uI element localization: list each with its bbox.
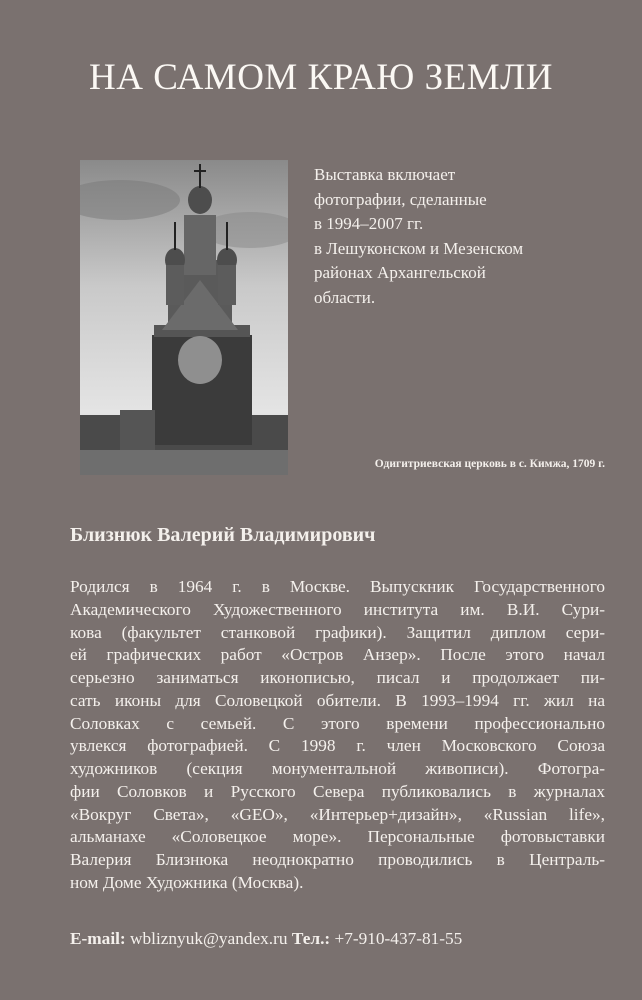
bio-line: серьезно заниматься иконописью, писал и продолжает пи- <box>70 668 605 687</box>
phone-number: +7-910-437-81-55 <box>334 929 463 948</box>
intro-line: в Лешуконском и Мезенском <box>314 238 524 258</box>
exhibition-description <box>314 163 523 310</box>
page-title: НА САМОМ КРАЮ ЗЕМЛИ <box>89 57 553 98</box>
author-biography <box>70 576 605 895</box>
bio-line: Соловках с семьей. С этого времени профессионально <box>70 713 605 733</box>
bio-line: Валерия Близнюка неоднократно проводились в Централь- <box>70 850 605 869</box>
bio-line: альманахе «Соловецкое море». Персональные фотовыставки <box>70 827 605 847</box>
bio-line: художников (секция монументальной живописи). Фотогра- <box>70 759 605 778</box>
bio-line: сать иконы для Соловецкой обители. В 1993–1994 гг. жил на <box>70 690 605 710</box>
intro-line: Выставка включает <box>314 165 456 184</box>
email-label: E-mail: <box>70 929 126 948</box>
intro-line: области. <box>314 287 376 307</box>
photo-caption: Одигитриевская церковь в с. Кимжа, 1709 г. <box>374 458 605 470</box>
contact-info <box>70 929 462 949</box>
intro-line: районах Архангельской <box>314 263 486 282</box>
bio-line: Родился в 1964 г. в Москве. Выпускник Государственного <box>70 577 605 596</box>
intro-line: в 1994–2007 гг. <box>314 214 424 233</box>
bio-line: кова (факультет станковой графики). Защитил диплом сери- <box>70 622 605 642</box>
bio-line: ей графических работ «Остров Анзер». После этого начал <box>70 645 605 665</box>
bio-line: ном Доме Художника (Москва). <box>70 872 304 892</box>
bio-line: увлекся фотографией. С 1998 г. член Московского Союза <box>70 736 605 756</box>
bio-line: «Вокруг Света», «GEO», «Интерьер+дизайн», «Russian life», <box>70 804 605 824</box>
author-name: Близнюк Валерий Владимирович <box>70 524 376 546</box>
bio-line: Академического Художественного института им. В.И. Сури- <box>70 599 605 619</box>
phone-label: Тел.: <box>291 929 331 948</box>
bio-line: фии Соловков и Русского Севера публиковались в журналах <box>70 781 605 801</box>
email-link[interactable]: wbliznyuk@yandex.ru <box>130 929 288 948</box>
intro-line: фотографии, сделанные <box>314 189 487 209</box>
church-photo <box>80 160 288 475</box>
